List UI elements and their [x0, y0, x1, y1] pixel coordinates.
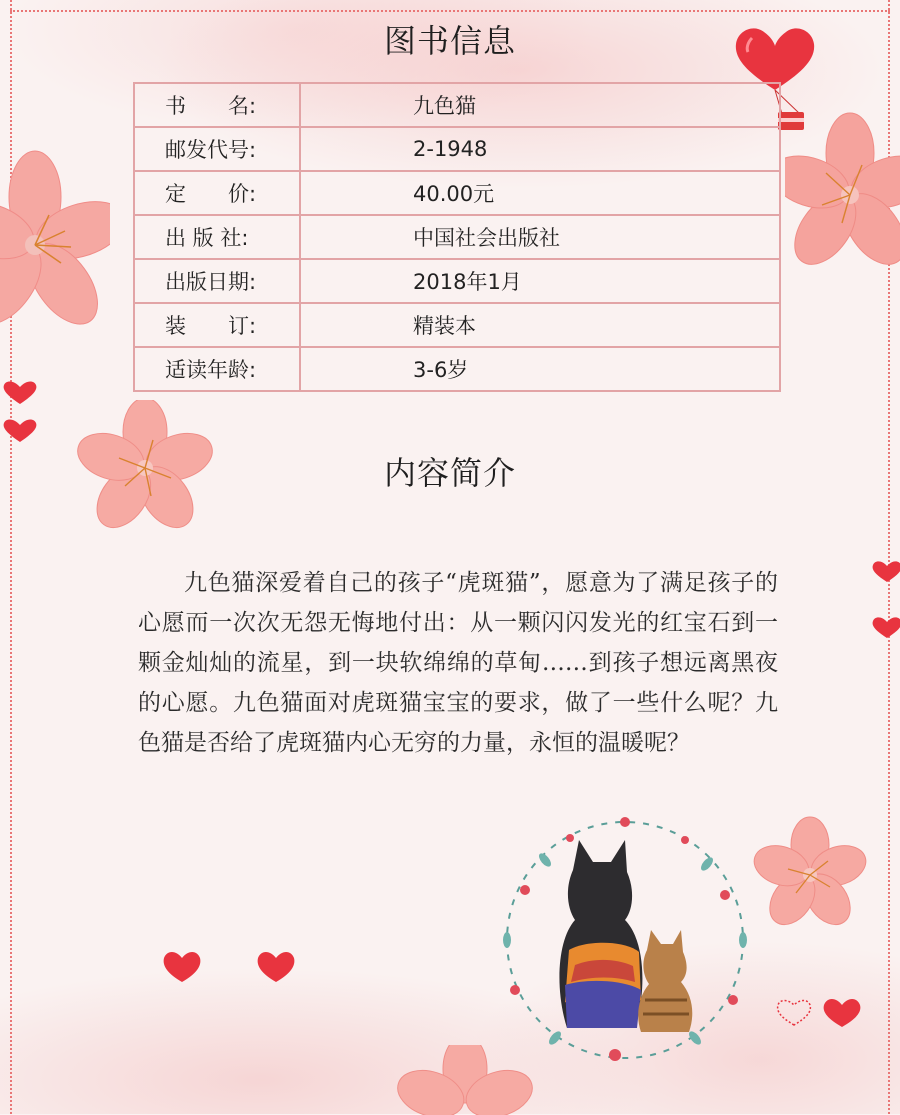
info-label-text: 出版日期: [165, 270, 257, 294]
info-value: 精装本 [300, 303, 780, 347]
info-label [134, 127, 300, 171]
info-label-text: 书 名: [165, 94, 257, 118]
intro-paragraph: 九色猫深爱着自己的孩子“虎斑猫”，愿意为了满足孩子的心愿而一次次无怨无悔地付出：从一颗闪闪发光的红宝石到一颗金灿灿的流星，到一块软绵绵的草甸……到孩子想远离黑夜的心愿。九色猫面对虎斑猫宝宝的要求，做了一些什么呢？九色猫是否给了虎斑猫内心无穷的力量，永恒的温暖呢？ [138, 570, 778, 756]
info-label-text: 适读年龄: [165, 358, 257, 382]
info-label [134, 347, 300, 391]
info-label-text: 出 版 社: [165, 226, 249, 250]
heart-icon [160, 948, 310, 988]
table-row [134, 215, 780, 259]
table-row [134, 83, 780, 127]
intro-title: 内容简介 [383, 454, 516, 492]
heart-icon [870, 560, 900, 650]
cherry-blossom-icon [0, 150, 110, 340]
dotted-border-top [10, 10, 890, 12]
info-label-text: 装 订: [165, 314, 257, 338]
info-value: 2018年1月 [300, 259, 780, 303]
cats-wreath-illustration [475, 800, 775, 1080]
info-label [134, 259, 300, 303]
info-label [134, 303, 300, 347]
info-value: 中国社会出版社 [300, 215, 780, 259]
info-label [134, 83, 300, 127]
table-row [134, 259, 780, 303]
info-value: 40.00元 [300, 171, 780, 215]
info-label-text: 定 价: [165, 182, 257, 206]
table-row [134, 347, 780, 391]
info-label [134, 215, 300, 259]
info-value: 九色猫 [300, 83, 780, 127]
info-value: 3-6岁 [413, 358, 469, 382]
info-label [134, 171, 300, 215]
info-label-text: 邮发代号: [165, 138, 257, 162]
table-row [134, 127, 780, 171]
table-row [134, 303, 780, 347]
book-info-title: 图书信息 [383, 22, 516, 60]
book-info-table [133, 82, 781, 392]
heart-icon [770, 995, 870, 1035]
table-row [134, 171, 780, 215]
info-value: 2-1948 [300, 127, 780, 171]
